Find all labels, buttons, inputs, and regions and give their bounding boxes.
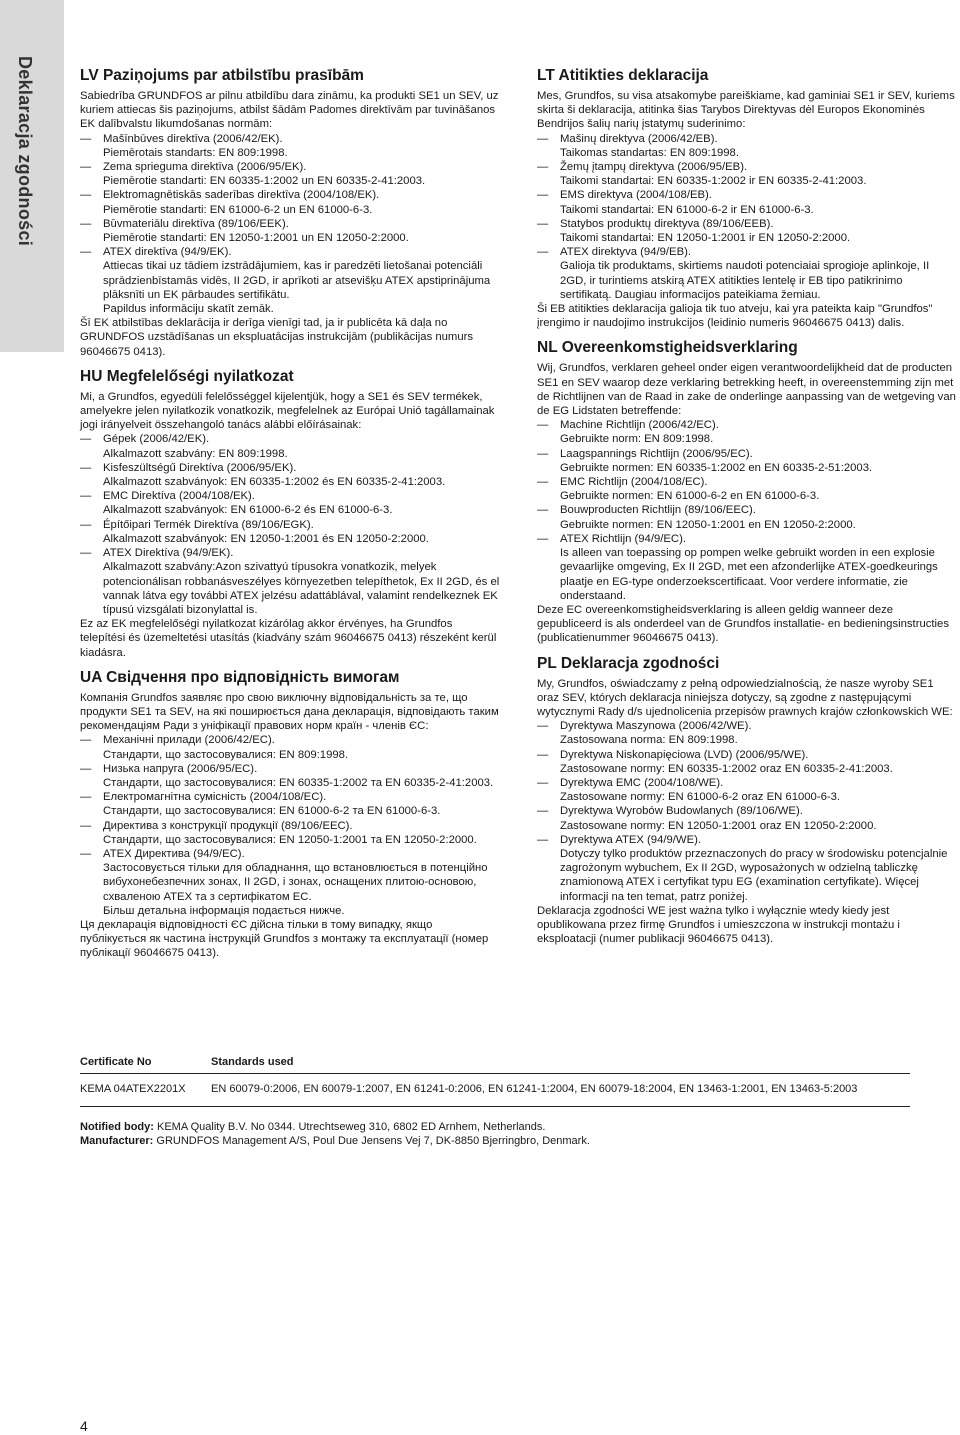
- directive-detail: Стандарти, що застосовувалися: EN 60335-1:2002 та EN 60335-2-41:2003.: [103, 776, 494, 789]
- directive-name: ATEX Direktíva (94/9/EK).: [103, 547, 234, 560]
- dash-bullet: —: [80, 547, 92, 560]
- directive-detail: Zastosowane normy: EN 60335-1:2002 oraz EN 60335-2-41:2003.: [560, 762, 893, 775]
- page-number: 4: [80, 1418, 88, 1434]
- directive-detail: Застосовується тільки для обладнання, що встановлюється в потенційно вибухонебезпечних зонах, II 2GD, і зонах, оснащених плитою-основою, схваленою ATEX та з сертифікатом ЕС.: [103, 862, 488, 903]
- directive-detail: Taikomi standartai: EN 61000-6-2 ir EN 61000-6-3.: [560, 203, 814, 216]
- section-body: [537, 89, 957, 330]
- directive-item: [80, 489, 500, 517]
- directive-name: ATEX Richtlijn (94/9/EC).: [560, 532, 686, 545]
- directive-detail: Стандарти, що застосовувалися: EN 12050-1:2001 та EN 12050-2:2000.: [103, 833, 477, 846]
- validity-paragraph: Deklaracja zgodności WE jest ważna tylko i wyłącznie wtedy kiedy jest opublikowana przez firmę Grundfos i umieszczona w instrukcji montażu i eksploatacji (numer publikacji 96046675 0413).: [537, 904, 900, 946]
- dash-bullet: —: [537, 720, 549, 733]
- dash-bullet: —: [80, 246, 92, 259]
- dash-bullet: —: [537, 805, 549, 818]
- directive-detail: Zastosowane normy: EN 12050-1:2001 oraz EN 12050-2:2000.: [560, 819, 877, 832]
- directive-item: [80, 160, 500, 188]
- directive-detail: Attiecas tikai uz tādiem izstrādājumiem, kas ir paredzēti lietošanai potenciāli sprādzienbīstamās vidēs, II 2GD, ir aprīkoti ar atsevišķu ATEX apstiprinājuma plāksnīti un EK pārbaudes sertifikātu.: [103, 260, 491, 301]
- dash-bullet: —: [537, 189, 549, 202]
- validity-paragraph: Deze EC overeenkomstigheidsverklaring is alleen geldig wanneer deze gepubliceerd is als onderdeel van de Grundfos installatie- en bedieningsinstructies (publicatienummer 96046675 0413).: [537, 603, 949, 645]
- directive-detail: Alkalmazott szabványok: EN 60335-1:2002 és EN 60335-2-41:2003.: [103, 476, 446, 489]
- dash-bullet: —: [537, 246, 549, 259]
- directive-detail: Papildus informāciju skatīt zemāk.: [103, 303, 274, 316]
- validity-paragraph: Ця декларація відповідності ЄС дійсна тільки в тому випадку, якщо публікується як частина інструкцій Grundfos з монтажу та експлуатації (номер публікації 96046675 0413).: [80, 918, 489, 960]
- directive-detail: Gebruikte normen: EN 12050-1:2001 en EN 12050-2:2000.: [560, 518, 856, 531]
- notified-body-line: [80, 1120, 910, 1134]
- notes-block: [80, 1120, 910, 1148]
- notes-divider: [80, 1106, 910, 1107]
- directive-name: EMS direktyva (2004/108/EB).: [560, 189, 712, 202]
- directive-name: ATEX Директива (94/9/EC).: [103, 847, 245, 860]
- dash-bullet: —: [80, 433, 92, 446]
- section-body: [80, 89, 500, 359]
- declaration-section-lt: [537, 66, 957, 330]
- directive-detail: Більш детальна інформація подається нижче.: [103, 904, 345, 917]
- directive-detail: Piemērotie standarti: EN 60335-1:2002 un EN 60335-2-41:2003.: [103, 175, 426, 188]
- directive-item: [80, 461, 500, 489]
- directive-name: Būvmateriālu direktīva (89/106/EEK).: [103, 217, 289, 230]
- dash-bullet: —: [537, 419, 549, 432]
- directive-name: EMC Richtlijn (2004/108/EC).: [560, 476, 708, 489]
- directive-detail: Alkalmazott szabványok: EN 61000-6-2 és EN 61000-6-3.: [103, 504, 393, 517]
- manufacturer-label: Manufacturer:: [80, 1135, 154, 1147]
- dash-bullet: —: [537, 161, 549, 174]
- directive-item: [537, 188, 957, 216]
- directive-item: [80, 733, 500, 761]
- directive-name: Низька напруга (2006/95/EC).: [103, 762, 258, 775]
- validity-paragraph: Šī EK atbilstības deklarācija ir derīga vienīgi tad, ja ir publicēta kā daļa no GRUNDFOS uzstādīšanas un ekspluatācijas instrukcijām (publikācijas numurs 96046675 0413).: [80, 317, 474, 358]
- dash-bullet: —: [537, 217, 549, 230]
- directive-name: Dyrektywa EMC (2004/108/WE).: [560, 776, 724, 789]
- declaration-section-pl: [537, 654, 957, 947]
- directive-item: [80, 847, 500, 918]
- directive-item: [537, 447, 957, 475]
- directive-name: Dyrektywa Wyrobów Budowlanych (89/106/WE).: [560, 805, 803, 818]
- intro-paragraph: Компанія Grundfos заявляє про свою виключну відповідальність за те, що продукти SE1 та SEV, на які поширюється дана декларація, відповідають таким рекомендаціям Ради з уніфікації правових норм країн - членів ЄС:: [80, 691, 499, 733]
- right-column: [537, 66, 957, 954]
- declaration-section-lv: [80, 66, 500, 359]
- directive-detail: Taikomi standartai: EN 12050-1:2001 ir EN 12050-2:2000.: [560, 232, 851, 245]
- section-body: [537, 677, 957, 947]
- directive-detail: Alkalmazott szabvány:Azon szivattyú típusokra vonatkozik, melyek potencionálisan robbanásveszélyes környezetben telepíthetok, Ex II 2GD, és el vannak látva egy további ATEX jelzésu adattáblával, valamint rendelkeznek EK típusú vizsgálati bizonylattal is.: [103, 561, 500, 616]
- directive-name: ATEX direktyva (94/9/EB).: [560, 246, 692, 259]
- section-title: NL Overeenkomstigheidsverklaring: [537, 339, 798, 357]
- directive-item: [537, 833, 957, 904]
- directive-name: Директива з конструкції продукції (89/106/EEC).: [103, 819, 353, 832]
- certificate-number: KEMA 04ATEX2201X: [80, 1083, 186, 1095]
- directive-detail: Taikomi standartai: EN 60335-1:2002 ir EN 60335-2-41:2003.: [560, 175, 867, 188]
- section-title: PL Deklaracja zgodności: [537, 654, 720, 672]
- dash-bullet: —: [80, 217, 92, 230]
- directive-item: [80, 432, 500, 460]
- directive-name: Dyrektywa ATEX (94/9/WE).: [560, 833, 702, 846]
- directive-name: Építőipari Termék Direktíva (89/106/EGK).: [103, 518, 314, 531]
- dash-bullet: —: [537, 447, 549, 460]
- dash-bullet: —: [537, 476, 549, 489]
- left-column: [80, 66, 500, 969]
- intro-paragraph: My, Grundfos, oświadczamy z pełną odpowiedzialnością, że nasze wyroby SE1 oraz SEV, których deklaracja niniejsza dotyczy, są zgodne z następującymi wytycznymi Rady d/s ujednolicenia przepisów prawnych krajów członkowskich WE:: [537, 677, 953, 718]
- directive-name: Žemų įtampų direktyva (2006/95/EB).: [560, 161, 748, 174]
- section-title: UA Свідчення про відповідність вимогам: [80, 668, 400, 686]
- directive-name: Elektromagnētiskās saderības direktīva (2004/108/EK).: [103, 189, 380, 202]
- directive-item: [80, 245, 500, 316]
- side-tab-label: Deklaracja zgodności: [15, 56, 35, 247]
- directive-detail: Piemērotais standarts: EN 809:1998.: [103, 146, 288, 159]
- directive-item: [80, 217, 500, 245]
- directive-name: Bouwproducten Richtlijn (89/106/EEC).: [560, 504, 756, 517]
- dash-bullet: —: [537, 132, 549, 145]
- manufacturer-line: [80, 1134, 910, 1148]
- section-body: [80, 390, 500, 660]
- standards-used-header: Standards used: [211, 1056, 294, 1068]
- directive-name: Machine Richtlijn (2006/42/EC).: [560, 419, 719, 432]
- notified-body-label: Notified body:: [80, 1121, 154, 1133]
- directive-item: [80, 819, 500, 847]
- directive-item: [537, 418, 957, 446]
- directive-item: [537, 475, 957, 503]
- directive-item: [537, 719, 957, 747]
- manufacturer-text: GRUNDFOS Management A/S, Poul Due Jensens Vej 7, DK-8850 Bjerringbro, Denmark.: [153, 1135, 590, 1147]
- section-title: HU Megfelelőségi nyilatkozat: [80, 367, 294, 385]
- directive-item: [537, 217, 957, 245]
- directive-item: [537, 160, 957, 188]
- dash-bullet: —: [537, 833, 549, 846]
- directive-detail: Gebruikte normen: EN 61000-6-2 en EN 61000-6-3.: [560, 490, 820, 503]
- directive-item: [80, 790, 500, 818]
- dash-bullet: —: [80, 490, 92, 503]
- section-body: [537, 361, 957, 645]
- dash-bullet: —: [80, 819, 92, 832]
- directive-name: Zema sprieguma direktīva (2006/95/EK).: [103, 161, 307, 174]
- dash-bullet: —: [80, 161, 92, 174]
- dash-bullet: —: [80, 461, 92, 474]
- dash-bullet: —: [537, 748, 549, 761]
- directive-item: [537, 503, 957, 531]
- directive-name: Mašīnbūves direktīva (2006/42/EK).: [103, 132, 283, 145]
- directive-name: Kisfeszültségű Direktíva (2006/95/EK).: [103, 461, 297, 474]
- directive-detail: Galioja tik produktams, skirtiems naudoti potenciaiai sprogioje aplinkoje, II 2GD, ir turintiems atskirą ATEX atitikties lentelę ir EB tipo patikrinimo sertifikatą. Daugiau informacijos pateikiama žemiau.: [560, 260, 930, 301]
- dash-bullet: —: [80, 762, 92, 775]
- directive-name: Dyrektywa Maszynowa (2006/42/WE).: [560, 720, 752, 733]
- directive-name: Mašinų direktyva (2006/42/EB).: [560, 132, 718, 145]
- directive-name: EMC Direktíva (2004/108/EK).: [103, 490, 255, 503]
- directive-name: Statybos produktų direktyva (89/106/EEB).: [560, 217, 774, 230]
- dash-bullet: —: [80, 734, 92, 747]
- directive-detail: Alkalmazott szabványok: EN 12050-1:2001 és EN 12050-2:2000.: [103, 532, 429, 545]
- directive-name: Laagspannings Richtlijn (2006/95/EC).: [560, 447, 753, 460]
- validity-paragraph: Ez az EK megfelelőségi nyilatkozat kizárólag akkor érvényes, ha Grundfos telepítési és üzemeltetési utasítás (kiadvány szám 96046675 0413) részeként kerül kiadásra.: [80, 618, 497, 659]
- section-title: LT Atitikties deklaracija: [537, 67, 709, 84]
- directive-detail: Is alleen van toepassing op pompen welke gebruikt worden in een explosie gevaarlijke omgeving, Ex II 2GD, met een afzonderlijke ATEX-goedkeurings plaatje en EG-type onderzoekscertificaat. Voor verdere informatie, zie onderstaand.: [560, 547, 938, 602]
- directive-item: [537, 132, 957, 160]
- section-title: LV Paziņojums par atbilstību prasībām: [80, 67, 364, 84]
- standards-list: EN 60079-0:2006, EN 60079-1:2007, EN 61241-0:2006, EN 61241-1:2004, EN 60079-18:2004, EN 13463-1:2001, EN 13463-5:2003: [211, 1083, 858, 1095]
- certificate-no-header: Certificate No: [80, 1056, 152, 1068]
- declaration-section-hu: [80, 367, 500, 660]
- directive-item: [80, 518, 500, 546]
- directive-detail: Piemērotie standarti: EN 12050-1:2001 un EN 12050-2:2000.: [103, 232, 409, 245]
- side-tab: [0, 0, 64, 352]
- directive-item: [80, 188, 500, 216]
- notified-body-text: KEMA Quality B.V. No 0344. Utrechtseweg 310, 6802 ED Arnhem, Netherlands.: [153, 1121, 546, 1133]
- dash-bullet: —: [537, 504, 549, 517]
- directive-detail: Alkalmazott szabvány: EN 809:1998.: [103, 447, 288, 460]
- directive-item: [80, 546, 500, 617]
- validity-paragraph: Ši EB atitikties deklaracija galioja tik tuo atveju, kai yra pateikta kaip "Grundfos" įrengimo ir naudojimo instrukcijos (leidinio numeris 96046675 0413) dalis.: [537, 303, 933, 330]
- intro-paragraph: Mi, a Grundfos, egyedüli felelősséggel kijelentjük, hogy a SE1 és SEV termékek, amelyekre jelen nyilatkozik vonatkozik, megfelelnek az Európai Unió tagállamainak jogi irányelveit összehangoló tanács alábbi előírásainak:: [80, 390, 495, 432]
- directive-item: [537, 748, 957, 776]
- directive-detail: Стандарти, що застосовувалися: EN 61000-6-2 та EN 61000-6-3.: [103, 805, 441, 818]
- certificate-divider: [80, 1073, 910, 1074]
- directive-detail: Piemērotie standarti: EN 61000-6-2 un EN 61000-6-3.: [103, 203, 373, 216]
- directive-name: Gépek (2006/42/EK).: [103, 433, 210, 446]
- declaration-section-ua: [80, 668, 500, 961]
- dash-bullet: —: [80, 847, 92, 860]
- section-body: [80, 691, 500, 961]
- directive-detail: Dotyczy tylko produktów przeznaczonych do pracy w środowisku potencjalnie zagrożonym wybuchem, Ex II 2GD, wyposażonych w odzielną tabliczkę znamionową ATEX i certyfikat typu EG (examination certyfikate). Więcej informacji na ten temat, patrz poniżej.: [560, 847, 948, 903]
- dash-bullet: —: [80, 189, 92, 202]
- directive-detail: Стандарти, що застосовувалися: EN 809:1998.: [103, 748, 349, 761]
- directive-item: [80, 762, 500, 790]
- directive-detail: Zastosowana norma: EN 809:1998.: [560, 734, 738, 747]
- directive-item: [537, 776, 957, 804]
- directive-item: [80, 132, 500, 160]
- dash-bullet: —: [537, 776, 549, 789]
- dash-bullet: —: [80, 791, 92, 804]
- directive-detail: Gebruikte normen: EN 60335-1:2002 en EN 60335-2-51:2003.: [560, 461, 873, 474]
- declaration-section-nl: [537, 338, 957, 645]
- directive-item: [537, 245, 957, 302]
- directive-name: Dyrektywa Niskonapięciowa (LVD) (2006/95/WE).: [560, 748, 809, 761]
- directive-name: ATEX direktīva (94/9/EK).: [103, 246, 232, 259]
- directive-detail: Zastosowane normy: EN 61000-6-2 oraz EN 61000-6-3.: [560, 791, 841, 804]
- directive-name: Електромагнітна сумісність (2004/108/EC).: [103, 791, 327, 804]
- directive-detail: Taikomas standartas: EN 809:1998.: [560, 146, 739, 159]
- intro-paragraph: Mes, Grundfos, su visa atsakomybe pareiškiame, kad gaminiai SE1 ir SEV, kuriems skirta ši deklaracija, atitinka šias Tarybos Direktyvas dėl Europos Ekonominės Bendrijos šalių narių įstatymų suderinimo:: [537, 90, 955, 131]
- intro-paragraph: Wij, Grundfos, verklaren geheel onder eigen verantwoordelijkheid dat de producten SE1 en SEV waarop deze verklaring betrekking heeft, in overeenstemming zijn met de Richtlijnen van de Raad in zake de onderlinge aanpassing van de wetgeving van de EG Lidstaten betreffende:: [537, 362, 956, 418]
- dash-bullet: —: [80, 132, 92, 145]
- directive-item: [537, 804, 957, 832]
- directive-item: [537, 532, 957, 603]
- intro-paragraph: Sabiedrība GRUNDFOS ar pilnu atbildību dara zināmu, ka produkti SE1 un SEV, uz kuriem attiecas šis paziņojums, atbilst šādām Padomes direktīvām par tuvināšanos EK dalībvalstu likumdošanas normām:: [80, 90, 499, 131]
- dash-bullet: —: [80, 518, 92, 531]
- directive-name: Механічні прилади (2006/42/EC).: [103, 734, 275, 747]
- directive-detail: Gebruikte norm: EN 809:1998.: [560, 433, 714, 446]
- dash-bullet: —: [537, 532, 549, 545]
